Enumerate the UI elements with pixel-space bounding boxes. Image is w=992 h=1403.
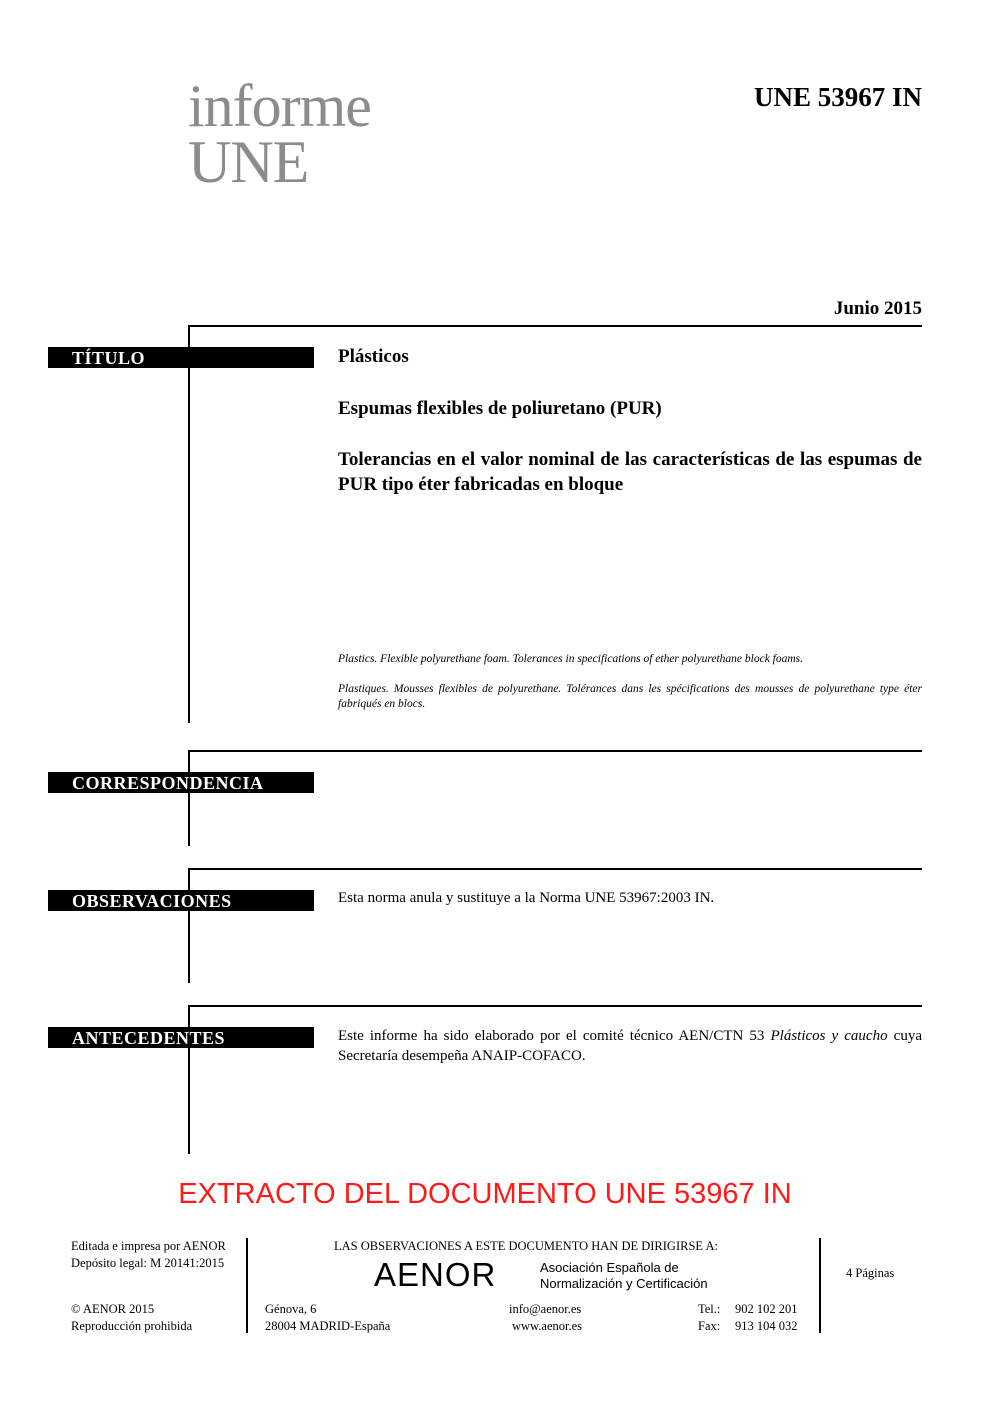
brand-logo (188, 73, 371, 195)
brand-line-2: UNE (188, 129, 309, 195)
footer-page-count: 4 Páginas (846, 1266, 895, 1280)
publication-date: Junio 2015 (833, 298, 922, 319)
footer-observations-note: LAS OBSERVACIONES A ESTE DOCUMENTO HAN DE DIRIGIRSE A: (334, 1239, 718, 1253)
correspondencia-top-rule (188, 750, 922, 752)
antecedentes-text-start: Este informe ha sido elaborado por el comité técnico AEN/CTN 53 (338, 1028, 771, 1044)
footer-website[interactable]: www.aenor.es (512, 1319, 583, 1333)
correspondencia-vertical-rule (188, 750, 190, 846)
titulo-top-rule (188, 325, 922, 327)
footer-fax-label: Fax: (698, 1319, 721, 1333)
extract-notice: EXTRACTO DEL DOCUMENTO UNE 53967 IN (178, 1178, 792, 1210)
observaciones-text: Esta norma anula y sustituye a la Norma UNE 53967:2003 IN. (338, 890, 715, 906)
footer-edited-by: Editada e impresa por AENOR (71, 1239, 226, 1253)
aenor-name-line-1: Asociación Española de (540, 1260, 679, 1275)
translation-french: Plastiques. Mousses flexibles de polyurethane. Tolérances dans les spécifications des mousses de polyurethane type éter fabriqués en blocs. (338, 683, 922, 710)
aenor-logo: AENOR (374, 1256, 497, 1293)
observaciones-top-rule (188, 868, 922, 870)
footer-tel: 902 102 201 (735, 1302, 798, 1316)
footer-fax: 913 104 032 (735, 1319, 798, 1333)
footer-divider-left (246, 1238, 248, 1333)
footer-tel-label: Tel.: (698, 1302, 721, 1316)
antecedentes-label: ANTECEDENTES (48, 1027, 314, 1048)
title-subject: Espumas flexibles de poliuretano (PUR) (338, 398, 662, 419)
antecedentes-committee-name: Plásticos y caucho (770, 1028, 888, 1044)
antecedentes-text-end: cuya Secretaría desempeña ANAIP-COFACO. (338, 1028, 922, 1064)
observaciones-vertical-rule (188, 868, 190, 983)
aenor-name-line-2: Normalización y Certificación (540, 1276, 708, 1291)
title-plasticos: Plásticos (338, 346, 409, 367)
correspondencia-label: CORRESPONDENCIA (48, 772, 314, 793)
footer-address-street: Génova, 6 (265, 1302, 317, 1316)
footer-address-city: 28004 MADRID-España (265, 1319, 391, 1333)
titulo-label: TÍTULO (48, 347, 314, 368)
antecedentes-text (338, 1026, 922, 1066)
footer-copyright: © AENOR 2015 (71, 1302, 155, 1316)
document-code: UNE 53967 IN (753, 82, 922, 112)
footer-email[interactable]: info@aenor.es (509, 1302, 582, 1316)
brand-line-1: informe (188, 73, 371, 139)
footer-divider-right (819, 1238, 821, 1333)
titulo-vertical-rule (188, 325, 190, 723)
translation-english: Plastics. Flexible polyurethane foam. Tolerances in specifications of ether polyurethane block foams. (338, 653, 804, 665)
footer-legal-deposit: Depósito legal: M 20141:2015 (71, 1256, 225, 1270)
footer-reproduction: Reproducción prohibida (71, 1319, 193, 1333)
title-full: Tolerancias en el valor nominal de las características de las espumas de PUR tipo éter fabricadas en bloque (338, 449, 922, 495)
aenor-full-name (540, 1260, 708, 1292)
antecedentes-top-rule (188, 1005, 922, 1007)
observaciones-label: OBSERVACIONES (48, 890, 314, 911)
